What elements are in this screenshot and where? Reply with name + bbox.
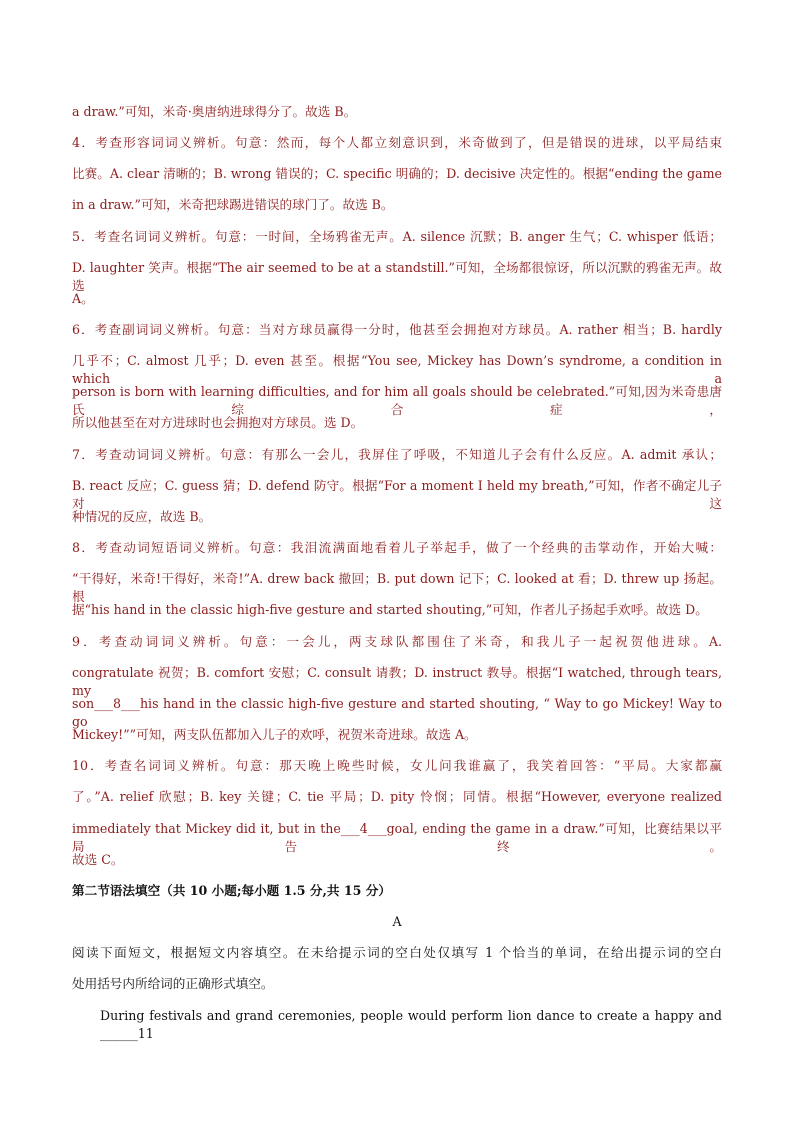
answer-line: B. react 反应；C. guess 猜；D. defend 防守。根据“For a moment I held my breath,”可知，作者不确定儿子对这 [72,478,722,511]
answer-line: son___8___his hand in the classic high-five gesture and started shouting, “ Way to go Mickey! Way to go [72,696,722,729]
instruction-line: 阅读下面短文，根据短文内容填空。在未给提示词的空白处仅填写 1 个恰当的单词，在给出提示词的空白 [72,945,722,960]
answer-line: 比赛。A. clear 清晰的；B. wrong 错误的；C. specific 明确的；D. decisive 决定性的。根据“ending the game [72,166,722,181]
answer-line: congratulate 祝贺；B. comfort 安慰；C. consult 请教；D. instruct 教导。根据“I watched, through tears, my [72,665,722,698]
answer-line: person is born with learning difficulties, and for him all goals should be celebrated.”可知,因为米奇患唐氏综合症， [72,384,722,417]
answer-line: in a draw.”可知，米奇把球踢进错误的球门了。故选 B。 [72,197,394,212]
answer-line: 了。”A. relief 欣慰；B. key 关键；C. tie 平局；D. pity 怜悯；同情。根据“However, everyone realized [72,789,722,804]
answer-line: 8．考查动词短语词义辨析。句意：我泪流满面地看着儿子举起手，做了一个经典的击掌动作，开始大喊： [72,540,722,555]
answer-line: 所以他甚至在对方进球时也会拥抱对方球员。选 D。 [72,415,364,430]
answer-line: “干得好，米奇!干得好，米奇!”A. drew back 撤回；B. put down 记下；C. looked at 看；D. threw up 扬起。根 [72,571,722,604]
answer-line: A。 [72,291,94,306]
answer-line: 故选 C。 [72,852,124,867]
answer-line: 6．考查副词词义辨析。句意：当对方球员赢得一分时，他甚至会拥抱对方球员。A. rather 相当；B. hardly [72,322,722,337]
answer-line: a draw.”可知，米奇·奥唐纳进球得分了。故选 B。 [72,104,357,119]
answer-line: 7．考查动词词义辨析。句意：有那么一会儿，我屏住了呼吸，不知道儿子会有什么反应。A. admit 承认； [72,447,722,462]
answer-line: 5．考查名词词义辨析。句意：一时间，全场鸦雀无声。A. silence 沉默；B. anger 生气；C. whisper 低语； [72,229,722,244]
answer-line: 10．考查名词词义辨析。句意：那天晚上晚些时候，女儿问我谁赢了，我笑着回答：“平局。大家都赢 [72,758,722,773]
passage-line: During festivals and grand ceremonies, people would perform lion dance to create a happy and ______11 [100,1008,722,1041]
section-title: 第二节语法填空（共 10 小题;每小题 1.5 分,共 15 分） [72,883,391,898]
answer-line: 据“his hand in the classic high-five gesture and started shouting,”可知，作者儿子扬起手欢呼。故选 D。 [72,602,708,617]
answer-line: D. laughter 笑声。根据“The air seemed to be at a standstill.”可知，全场都很惊讶，所以沉默的鸦雀无声。故选 [72,260,722,293]
answer-line: 9．考查动词词义辨析。句意：一会儿，两支球队都围住了米奇，和我儿子一起祝贺他进球。A. [72,634,722,649]
answer-line: 种情况的反应，故选 B。 [72,509,212,524]
answer-line: 4．考查形容词词义辨析。句意：然而，每个人都立刻意识到，米奇做到了，但是错误的进球，以平局结束 [72,135,722,150]
answer-line: immediately that Mickey did it, but in the___4___goal, ending the game in a draw.”可知，比赛结果以平局告终。 [72,821,723,854]
answer-line: Mickey!””可知，两支队伍都加入儿子的欢呼，祝贺米奇进球。故选 A。 [72,727,477,742]
instruction-line: 处用括号内所给词的正确形式填空。 [72,976,274,991]
passage-label: A [392,914,402,929]
answer-line: 几乎不；C. almost 几乎；D. even 甚至。根据“You see, Mickey has Down’s syndrome, a condition in which a [72,353,722,386]
